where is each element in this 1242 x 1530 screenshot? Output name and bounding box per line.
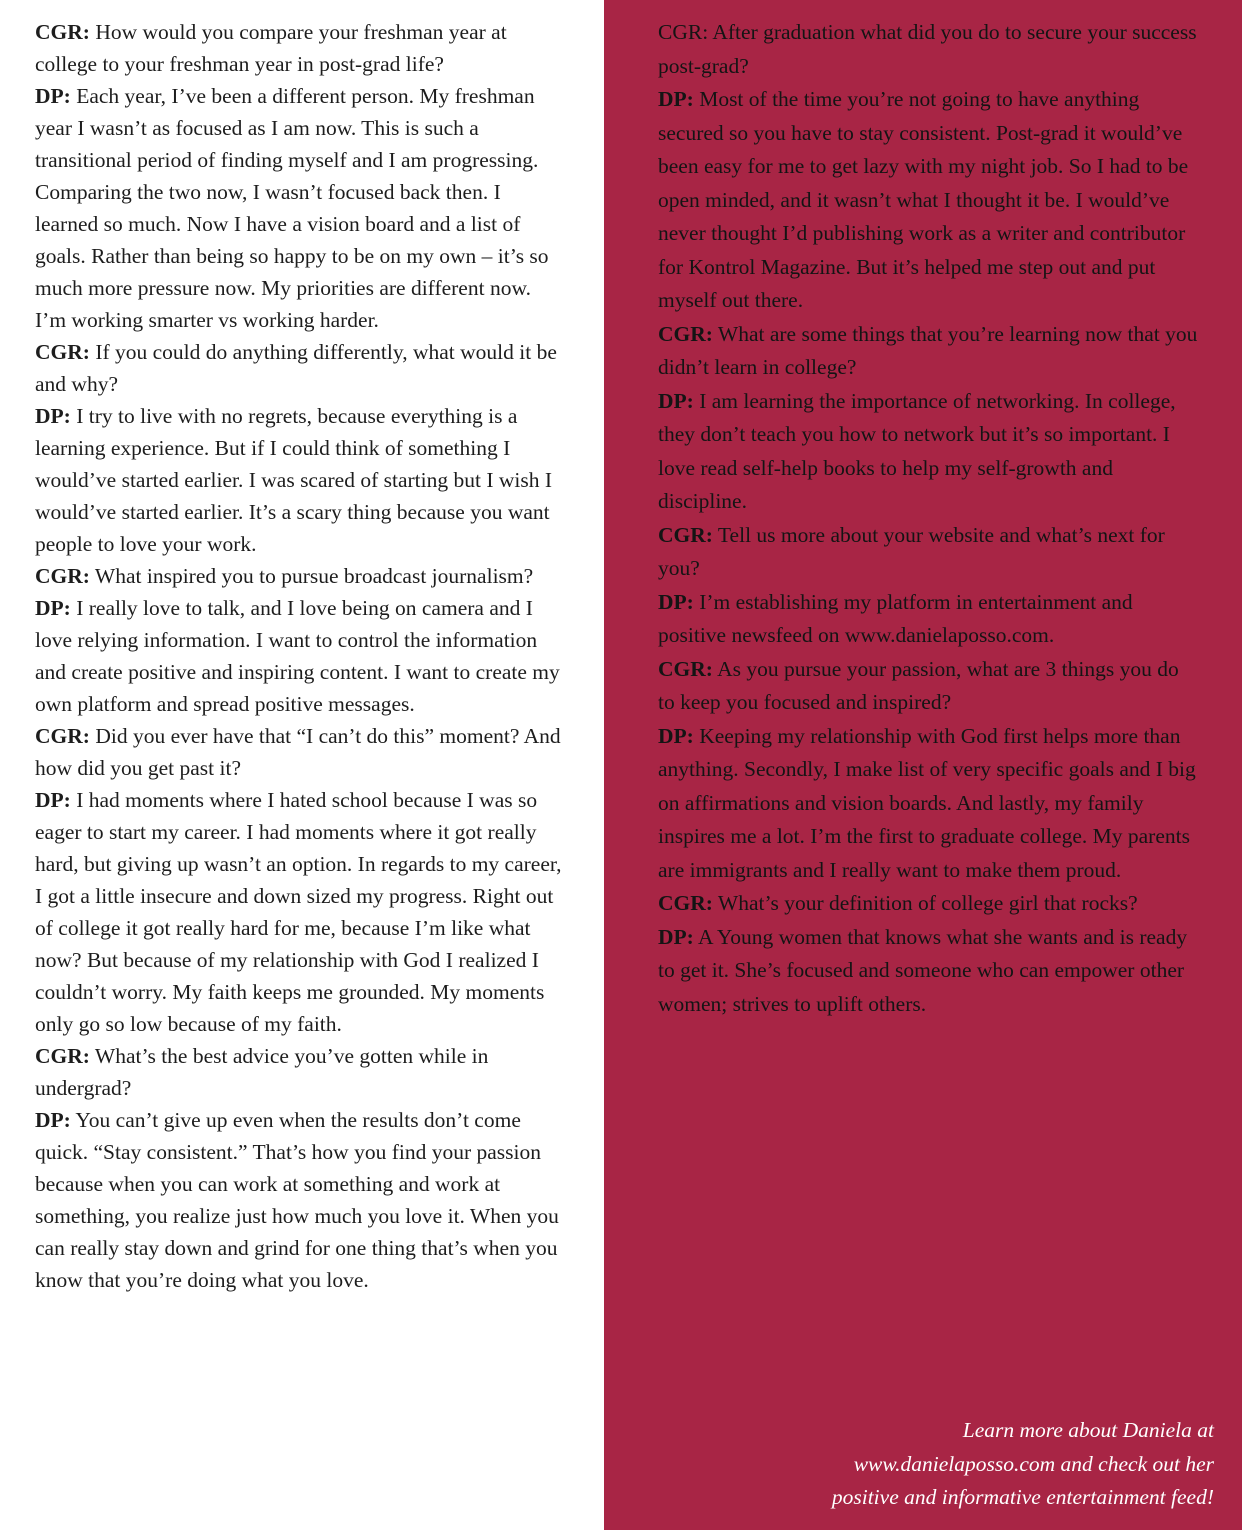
qa-paragraph [658, 16, 1198, 83]
qa-text: Tell us more about your website and what’s next for you? [658, 522, 1165, 580]
speaker-label: CGR: [35, 20, 90, 44]
qa-paragraph [35, 16, 567, 80]
speaker-label: DP: [658, 388, 694, 413]
speaker-label: DP: [35, 1108, 71, 1132]
speaker-label: CGR: [658, 656, 713, 681]
qa-paragraph [658, 720, 1198, 888]
qa-text: What inspired you to pursue broadcast journalism? [89, 564, 534, 588]
right-column [658, 16, 1198, 1021]
qa-text: You can’t give up even when the results don’t come quick. “Stay consistent.” That’s how you find your passion because when you can work at something and work at something, you realize just how much you love it. When you can really stay down and grind for one thing that’s when you know that you’re doing what you love. [35, 1108, 559, 1292]
qa-text: Keeping my relationship with God first helps more than anything. Secondly, I make list of very specific goals and I big on affirmations and vision boards. And lastly, my family inspires me a lot. I’m the first to graduate college. My parents are immigrants and I really want to make them proud. [658, 723, 1196, 882]
qa-text: What’s your definition of college girl that rocks? [712, 891, 1138, 915]
speaker-label: DP: [658, 589, 694, 614]
right-panel [604, 0, 1242, 1530]
qa-paragraph [658, 83, 1198, 318]
speaker-label: DP: [35, 788, 71, 812]
speaker-label: CGR: [35, 340, 90, 364]
qa-paragraph [658, 586, 1198, 653]
qa-paragraph [658, 519, 1198, 586]
qa-text: As you pursue your passion, what are 3 things you do to keep you focused and inspired? [658, 656, 1179, 714]
qa-paragraph [35, 1040, 567, 1104]
qa-text: If you could do anything differently, what would it be and why? [35, 340, 557, 396]
qa-text: I’m establishing my platform in entertainment and positive newsfeed on www.danielaposso.com. [658, 589, 1133, 647]
speaker-label: DP: [658, 723, 694, 748]
footer-note [694, 1414, 1214, 1515]
speaker-label: CGR: [658, 891, 713, 915]
speaker-label: CGR: [35, 564, 90, 588]
qa-text: I am learning the importance of networking. In college, they don’t teach you how to network but it’s so important. I love read self-help books to help my self-growth and discipline. [658, 388, 1176, 513]
speaker-label: DP: [658, 87, 694, 111]
qa-paragraph [35, 80, 567, 336]
qa-paragraph [658, 921, 1198, 1022]
qa-text: Most of the time you’re not going to have anything secured so you have to stay consistent. Post-grad it would’ve been easy for me to get lazy with my night job. So I had to be open minded, and it wasn’t what I thought it be. I would’ve never thought I’d publishing work as a writer and contributor for Kontrol Magazine. But it’s helped me step out and put myself out there. [658, 87, 1189, 312]
left-column [35, 16, 567, 1296]
speaker-label: CGR: [658, 321, 713, 346]
qa-paragraph [35, 560, 567, 592]
qa-text: A Young women that knows what she wants and is ready to get it. She’s focused and someone who can empower other women; strives to uplift others. [658, 924, 1188, 1016]
qa-text: CGR: After graduation what did you do to secure your success post-grad? [658, 20, 1197, 78]
speaker-label: DP: [35, 596, 71, 620]
qa-text: What are some things that you’re learning now that you didn’t learn in college? [658, 321, 1198, 379]
qa-paragraph [35, 336, 567, 400]
speaker-label: DP: [35, 404, 71, 428]
qa-paragraph [658, 653, 1198, 720]
footer-line: positive and informative entertainment feed! [831, 1485, 1214, 1509]
qa-paragraph [35, 1104, 567, 1296]
speaker-label: DP: [658, 924, 694, 949]
qa-paragraph [35, 592, 567, 720]
qa-paragraph [658, 887, 1198, 921]
speaker-label: CGR: [35, 1044, 90, 1068]
qa-paragraph [35, 720, 567, 784]
speaker-label: DP: [35, 84, 71, 108]
footer-line: www.danielaposso.com and check out her [853, 1451, 1214, 1476]
qa-text: I try to live with no regrets, because everything is a learning experience. But if I could think of something I would’ve started earlier. I was scared of starting but I wish I would’ve started earlier. It’s a scary thing because you want people to love your work. [35, 404, 553, 556]
qa-text: What’s the best advice you’ve gotten while in undergrad? [35, 1044, 489, 1100]
qa-text: How would you compare your freshman year at college to your freshman year in post-grad life? [35, 20, 507, 76]
qa-paragraph [658, 385, 1198, 519]
speaker-label: CGR: [35, 724, 90, 748]
qa-paragraph [35, 400, 567, 560]
qa-text: Did you ever have that “I can’t do this” moment? And how did you get past it? [35, 724, 561, 780]
qa-text: Each year, I’ve been a different person. My freshman year I wasn’t as focused as I am now. This is such a transitional period of finding myself and I am progressing. Comparing the two now, I wasn’t focused back then. I learned so much. Now I have a vision board and a list of goals. Rather than being so happy to be on my own – it’s so much more pressure now. My priorities are different now. I’m working smarter vs working harder. [35, 84, 549, 332]
qa-paragraph [658, 318, 1198, 385]
qa-text: I really love to talk, and I love being on camera and I love relying information. I want to control the information and create positive and inspiring content. I want to create my own platform and spread positive messages. [35, 596, 560, 716]
footer-line: Learn more about Daniela at [962, 1418, 1214, 1442]
qa-text: I had moments where I hated school because I was so eager to start my career. I had moments where it got really hard, but giving up wasn’t an option. In regards to my career, I got a little insecure and down sized my progress. Right out of college it got really hard for me, because I’m like what now? But because of my relationship with God I realized I couldn’t worry. My faith keeps me grounded. My moments only go so low because of my faith. [35, 788, 562, 1036]
qa-paragraph [35, 784, 567, 1040]
speaker-label: CGR: [658, 522, 713, 547]
